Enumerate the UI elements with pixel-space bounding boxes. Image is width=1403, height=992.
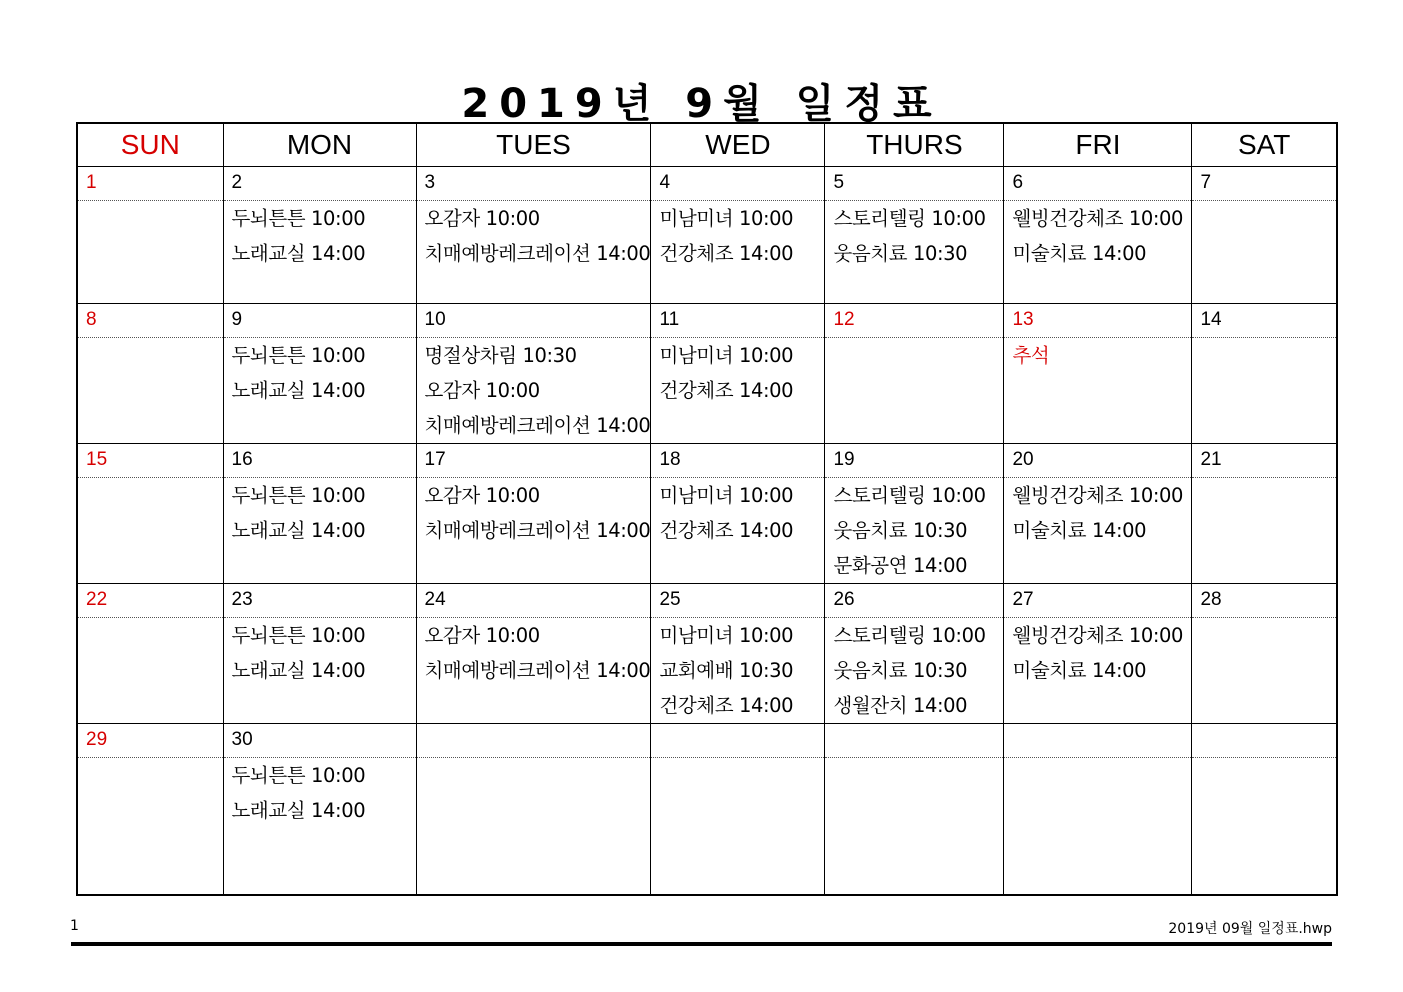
events-cell [416,338,651,444]
date-number: 26 [833,589,855,610]
events-cell [416,478,651,584]
events-cell [1192,618,1337,724]
date-number: 19 [833,449,855,470]
date-number: 1 [86,172,97,193]
event-item: 치매예방레크레이션 14:00 [424,242,651,265]
date-number [651,724,824,729]
week-1-date-row [77,167,1337,201]
events-cell [1192,201,1337,304]
event-item: 오감자 10:00 [424,207,540,230]
events-cell [1192,338,1337,444]
date-number: 2 [231,172,243,193]
weekday-header-wed: WED [651,123,825,167]
date-cell [223,304,416,338]
events-cell [825,201,1004,304]
event-item: 치매예방레크레이션 14:00 [424,659,651,682]
events-cell [825,338,1004,444]
week-1-events-row [77,201,1337,304]
date-cell [223,167,416,201]
week-5-date-row [77,724,1337,758]
events-cell [1004,201,1192,304]
events-cell [77,338,223,444]
date-number: 6 [1012,172,1024,193]
footer-rule [71,942,1332,946]
date-cell [825,304,1004,338]
events-cell [223,478,416,584]
date-cell [223,724,416,758]
date-number: 4 [659,172,671,193]
date-cell [416,724,651,758]
events-cell [651,478,825,584]
event-item: 생월잔치 14:00 [833,694,968,717]
event-item: 건강체조 14:00 [659,519,794,542]
event-item: 웃음치료 10:30 [833,242,968,265]
week-3-events-row [77,478,1337,584]
events-cell [77,758,223,896]
weekday-header-sat: SAT [1192,123,1337,167]
event-item: 스토리텔링 10:00 [833,207,986,230]
events-cell [223,618,416,724]
date-cell [1192,444,1337,478]
event-item: 노래교실 14:00 [231,379,366,402]
event-item: 두뇌튼튼 10:00 [231,484,366,507]
events-cell [416,618,651,724]
events-cell [825,478,1004,584]
date-cell [1192,304,1337,338]
event-item: 치매예방레크레이션 14:00 [424,519,651,542]
event-item: 교회예배 10:30 [659,659,794,682]
date-number: 23 [231,589,253,610]
date-cell [1192,167,1337,201]
event-item: 문화공연 14:00 [833,554,968,577]
event-item: 미술치료 14:00 [1012,659,1147,682]
event-item: 미남미녀 10:00 [659,344,794,367]
weekday-header-sun: SUN [77,123,223,167]
event-item: 미남미녀 10:00 [659,484,794,507]
date-cell [651,304,825,338]
date-number: 30 [231,729,253,750]
date-cell [1004,724,1192,758]
event-item: 건강체조 14:00 [659,242,794,265]
date-number: 24 [424,589,446,610]
date-number: 29 [86,729,108,750]
events-cell [825,758,1004,896]
events-cell [416,201,651,304]
event-item: 오감자 10:00 [424,484,540,507]
event-item: 건강체조 14:00 [659,694,794,717]
weekday-header-row [77,123,1337,167]
events-cell [77,478,223,584]
events-cell [1004,338,1192,444]
event-item: 노래교실 14:00 [231,242,366,265]
event-item: 건강체조 14:00 [659,379,794,402]
date-number: 8 [86,309,97,330]
events-cell [651,201,825,304]
event-item: 미술치료 14:00 [1012,242,1147,265]
week-2-date-row [77,304,1337,338]
event-item: 미술치료 14:00 [1012,519,1147,542]
date-cell [416,584,651,618]
date-cell [416,167,651,201]
event-item: 웰빙건강체조 10:00 [1012,207,1184,230]
event-item: 노래교실 14:00 [231,799,366,822]
event-item: 명절상차림 10:30 [424,344,577,367]
date-cell [77,304,223,338]
events-cell [77,618,223,724]
date-number [825,724,1003,729]
date-cell [1004,304,1192,338]
events-cell [825,618,1004,724]
date-number: 11 [659,309,680,330]
weekday-header-fri: FRI [1004,123,1192,167]
events-cell [416,758,651,896]
events-cell [1004,478,1192,584]
page-title: 2019년 9월 일정표 [461,81,942,127]
events-cell [651,338,825,444]
event-item: 스토리텔링 10:00 [833,484,986,507]
date-cell [651,167,825,201]
date-number: 22 [86,589,108,610]
date-number: 13 [1012,309,1034,330]
date-cell [77,724,223,758]
date-cell [825,584,1004,618]
date-number: 15 [86,449,108,470]
event-item: 스토리텔링 10:00 [833,624,986,647]
date-cell [223,584,416,618]
events-cell [651,618,825,724]
event-item: 치매예방레크레이션 14:00 [424,414,651,437]
week-3-date-row [77,444,1337,478]
date-number [417,724,651,729]
date-number: 7 [1200,172,1212,193]
date-cell [77,444,223,478]
event-item: 두뇌튼튼 10:00 [231,764,366,787]
date-cell [825,167,1004,201]
date-cell [1192,584,1337,618]
date-cell [1004,584,1192,618]
week-4-events-row [77,618,1337,724]
event-item: 노래교실 14:00 [231,519,366,542]
date-number [1192,724,1336,729]
date-cell [1192,724,1337,758]
date-number: 28 [1200,589,1222,610]
calendar-body [77,167,1337,896]
events-cell [223,338,416,444]
weekday-header-mon: MON [223,123,416,167]
event-item: 웰빙건강체조 10:00 [1012,624,1184,647]
date-number: 17 [424,449,446,470]
event-item: 두뇌튼튼 10:00 [231,344,366,367]
events-cell [651,758,825,896]
event-item: 노래교실 14:00 [231,659,366,682]
date-cell [416,304,651,338]
date-cell [825,724,1004,758]
page-number: 1 [70,918,79,934]
date-number: 3 [424,172,436,193]
date-number: 10 [424,309,446,330]
date-cell [77,584,223,618]
calendar-table [76,122,1338,896]
events-cell [1192,758,1337,896]
date-number [1004,724,1191,729]
date-cell [825,444,1004,478]
date-number: 25 [659,589,681,610]
date-cell [223,444,416,478]
date-number: 27 [1012,589,1034,610]
event-item: 두뇌튼튼 10:00 [231,624,366,647]
event-item: 추석 [1012,344,1050,367]
event-item: 미남미녀 10:00 [659,207,794,230]
date-cell [651,724,825,758]
date-cell [651,444,825,478]
event-item: 웰빙건강체조 10:00 [1012,484,1184,507]
week-4-date-row [77,584,1337,618]
file-name: 2019년 09월 일정표.hwp [1168,921,1332,937]
event-item: 웃음치료 10:30 [833,519,968,542]
date-number: 5 [833,172,845,193]
event-item: 웃음치료 10:30 [833,659,968,682]
weekday-header-thurs: THURS [825,123,1004,167]
date-cell [77,167,223,201]
event-item: 미남미녀 10:00 [659,624,794,647]
event-item: 오감자 10:00 [424,379,540,402]
date-number: 18 [659,449,681,470]
date-number: 20 [1012,449,1034,470]
weekday-header-tues: TUES [416,123,651,167]
date-number: 12 [833,309,855,330]
event-item: 오감자 10:00 [424,624,540,647]
date-number: 16 [231,449,253,470]
events-cell [223,201,416,304]
events-cell [223,758,416,896]
date-cell [651,584,825,618]
date-number: 21 [1200,449,1222,470]
week-2-events-row [77,338,1337,444]
events-cell [1192,478,1337,584]
date-number: 14 [1200,309,1222,330]
date-cell [416,444,651,478]
event-item: 두뇌튼튼 10:00 [231,207,366,230]
date-number: 9 [231,309,243,330]
date-cell [1004,444,1192,478]
date-cell [1004,167,1192,201]
events-cell [1004,618,1192,724]
week-5-events-row [77,758,1337,896]
events-cell [77,201,223,304]
events-cell [1004,758,1192,896]
